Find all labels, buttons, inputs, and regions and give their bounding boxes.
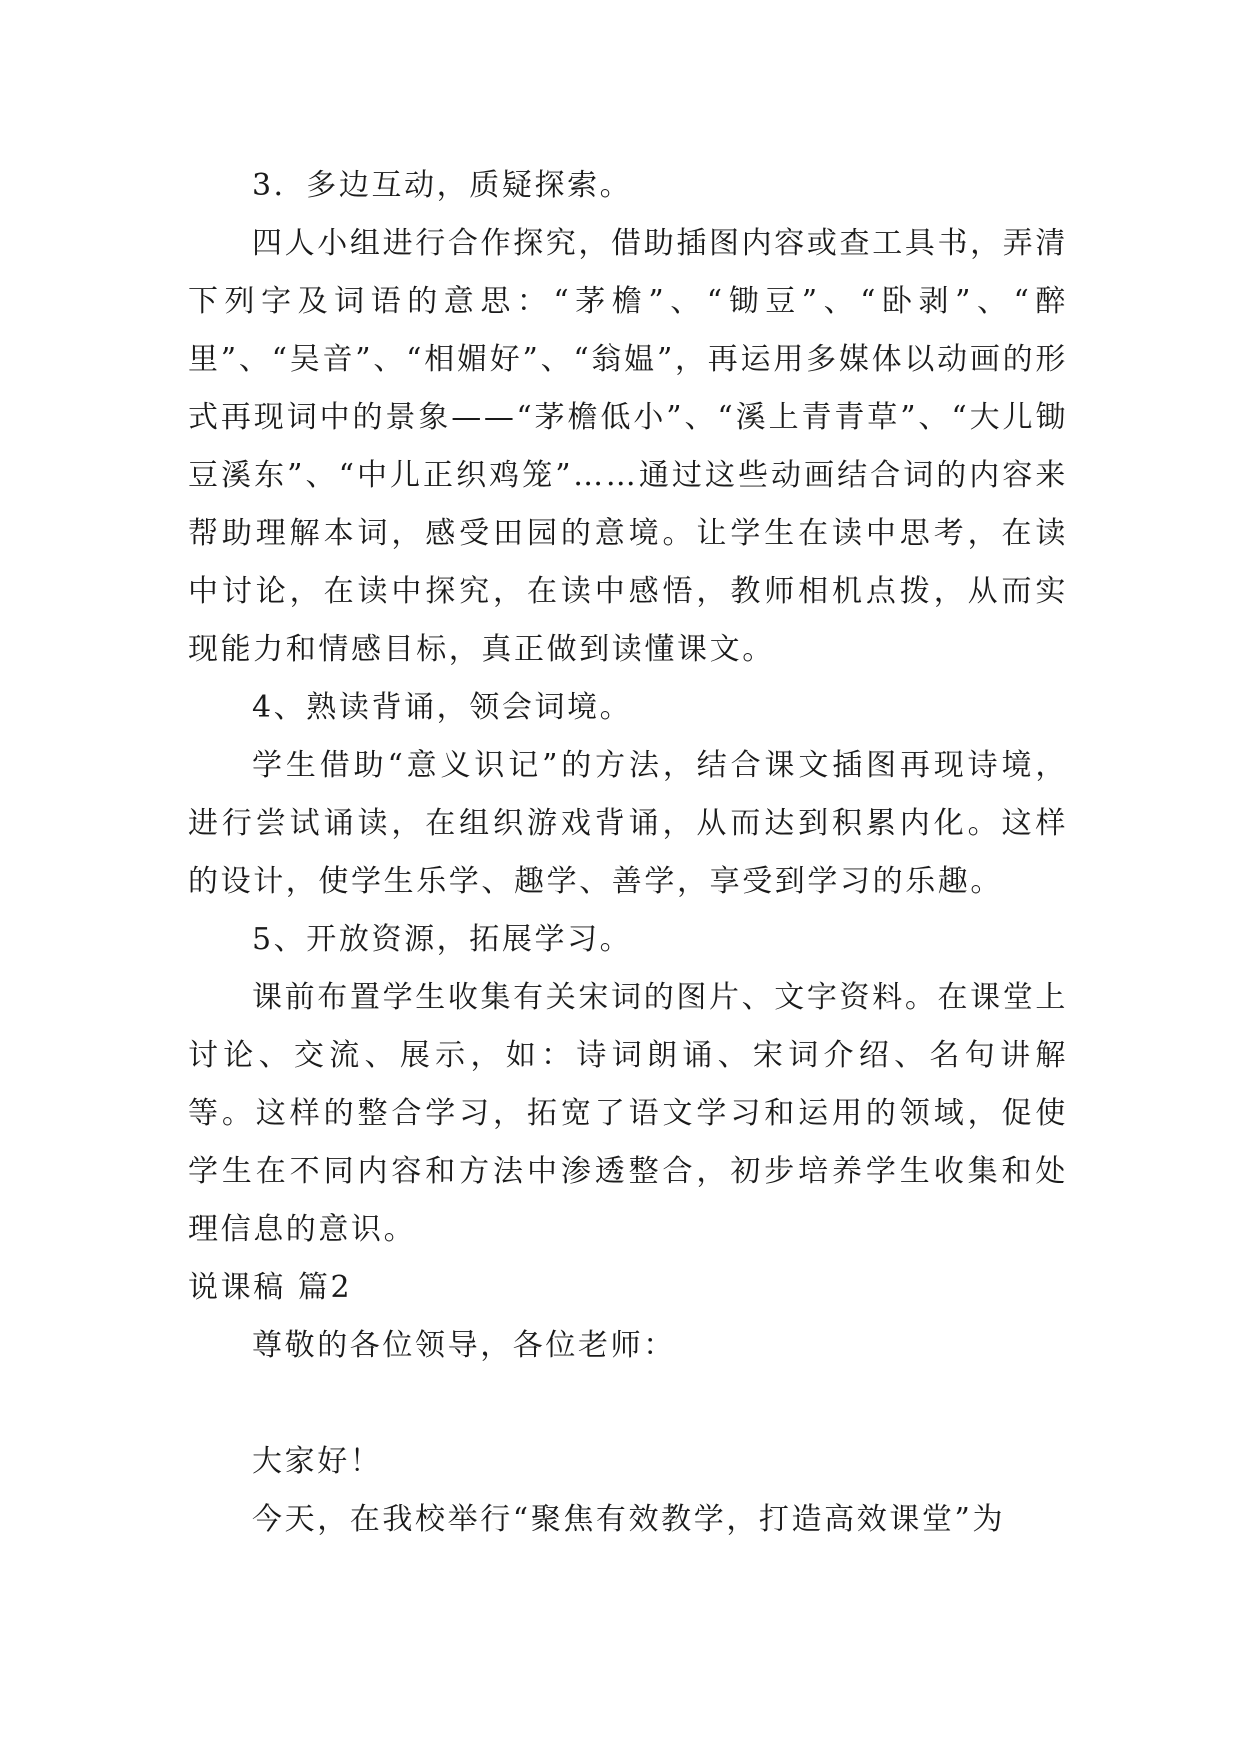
paragraph-step-5-body: 课前布置学生收集有关宋词的图片、文字资料。在课堂上讨论、交流、展示，如：诗词朗诵、宋词介绍、名句讲解等。这样的整合学习，拓宽了语文学习和运用的领域，促使学生在不同内容和方法中渗透整合，初步培养学生收集和处理信息的意识。 (188, 980, 1068, 1247)
paragraph-step-3-body: 四人小组进行合作探究，借助插图内容或查工具书，弄清下列字及词语的意思：“茅檐”、“锄豆”、“卧剥”、“醉里”、“吴音”、“相媚好”、“翁媪”，再运用多媒体以动画的形式再现词中的景象——“茅檐低小”、“溪上青青草”、“大儿锄豆溪东”、“中儿正织鸡笼”……通过这些动画结合词的内容来帮助理解本词，感受田园的意境。让学生在读中思考，在读中讨论，在读中探究，在读中感悟，教师相机点拨，从而实现能力和情感目标，真正做到读懂课文。 (188, 226, 1068, 667)
document-body (188, 157, 1068, 1549)
paragraph-step-4-heading: 4、熟读背诵，领会词境。 (252, 690, 633, 725)
blank-line (188, 1375, 1068, 1433)
section-title: 说课稿 篇2 (188, 1270, 353, 1305)
paragraph-step-4-body: 学生借助“意义识记”的方法，结合课文插图再现诗境，进行尝试诵读，在组织游戏背诵，从而达到积累内化。这样的设计，使学生乐学、趣学、善学，享受到学习的乐趣。 (188, 748, 1068, 899)
last-paragraph: 今天，在我校举行“聚焦有效教学，打造高效课堂”为 (252, 1502, 1006, 1537)
paragraph-step-3-heading: 3．多边互动，质疑探索。 (252, 168, 633, 203)
greeting: 尊敬的各位领导，各位老师： (252, 1328, 676, 1363)
hello-line: 大家好！ (252, 1444, 383, 1479)
paragraph-step-5-heading: 5、开放资源，拓展学习。 (252, 922, 633, 957)
